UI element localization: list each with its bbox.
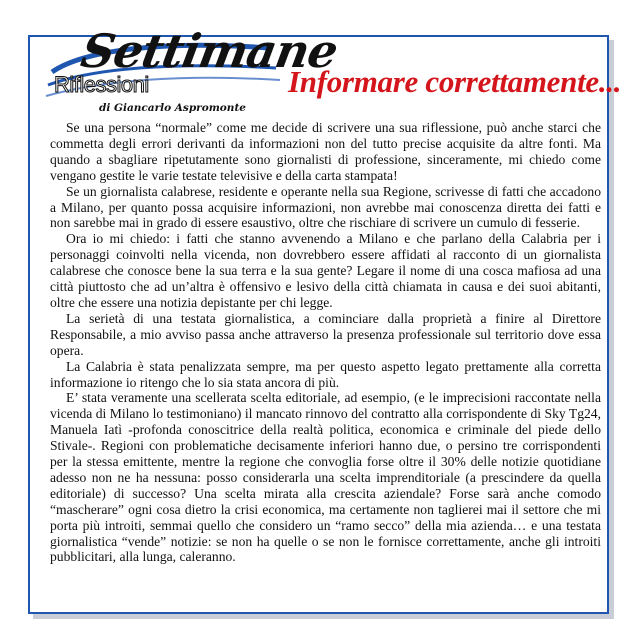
article-paragraph: Ora io mi chiedo: i fatti che stanno avvenendo a Milano e che parlano della Calabria per i personaggi coinvolti nella vicenda, non dovrebbero essere affidati al racconto di un giornalista calabrese che conosce bene la sua terra e la sua gente? Legare il nome di una cosca mafiosa ad una città piuttosto che ad un’altra è offensivo e lesivo della città chiamata in causa e dei suoi abitanti, oltre che essere una notizia depistante per chi legge.: [50, 231, 601, 310]
logo-title: Settimane: [77, 24, 342, 78]
logo-author: di Giancarlo Aspromonte: [99, 102, 246, 114]
column-logo: [44, 10, 342, 120]
logo-overlay-text: Riflessioni: [54, 72, 149, 97]
article-paragraph: E’ stata veramente una scellerata scelta editoriale, ad esempio, (e le imprecisioni raccontate nella vicenda di Milano lo testimoniano) il mancato rinnovo del contratto alla corrispondente di Sky Tg24, Manuela Iatì -profonda conoscitrice della realtà politica, economica e criminale del piede dello Stivale-. Regioni con problematiche decisamente inferiori hanno due, o persino tre corrispondenti per la stessa emittente, mentre la regione che convoglia forse oltre il 30% delle notizie quotidiane adesso non ne ha nessuna: posso considerarla una scelta imprenditoriale (a prescindere da quella editoriale) di successo? Una scelta mirata alla crescita aziendale? Forse sarà anche comodo “mascherare” ogni cosa dietro la crisi economica, ma certamente non taglierei mai il settore che mi porta più introiti, semmai quello che considero un “ramo secco” della mia azienda… e una testata giornalistica “vende” notizie: se non ha quelle o se non le fornisce correttamente, anche gli introiti pubblicitari, alla lunga, caleranno.: [50, 390, 601, 565]
article-paragraph: Se una persona “normale” come me decide di scrivere una sua riflessione, può anche starci che commetta degli errori derivanti da informazioni non del tutto precise acquisite da altre fonti. Ma quando a sbagliare ripetutamente sono giornalisti di professione, sinceramente, mi chiedo come vengano gestite le varie testate televisive e della carta stampata!: [50, 120, 601, 183]
article-body: [50, 120, 601, 565]
article-title: Informare correttamente...: [288, 64, 622, 99]
article-paragraph: La Calabria è stata penalizzata sempre, ma per questo aspetto legato prettamente alla corretta informazione io ritengo che lo sia stata ancora di più.: [50, 358, 601, 390]
article-paragraph: La serietà di una testata giornalistica, a cominciare dalla proprietà a finire al Direttore Responsabile, a mio avviso passa anche attraverso la presenza professionale sul territorio dove essa opera.: [50, 310, 601, 358]
article-paragraph: Se un giornalista calabrese, residente e operante nella sua Regione, scrivesse di fatti che accadono a Milano, per quanto possa acquisire informazioni, non avrebbe mai conoscenza diretta dei fatti e non sarebbe mai in grado di essere esaustivo, oltre che rischiare di scrivere un cumulo di fesserie.: [50, 183, 601, 231]
